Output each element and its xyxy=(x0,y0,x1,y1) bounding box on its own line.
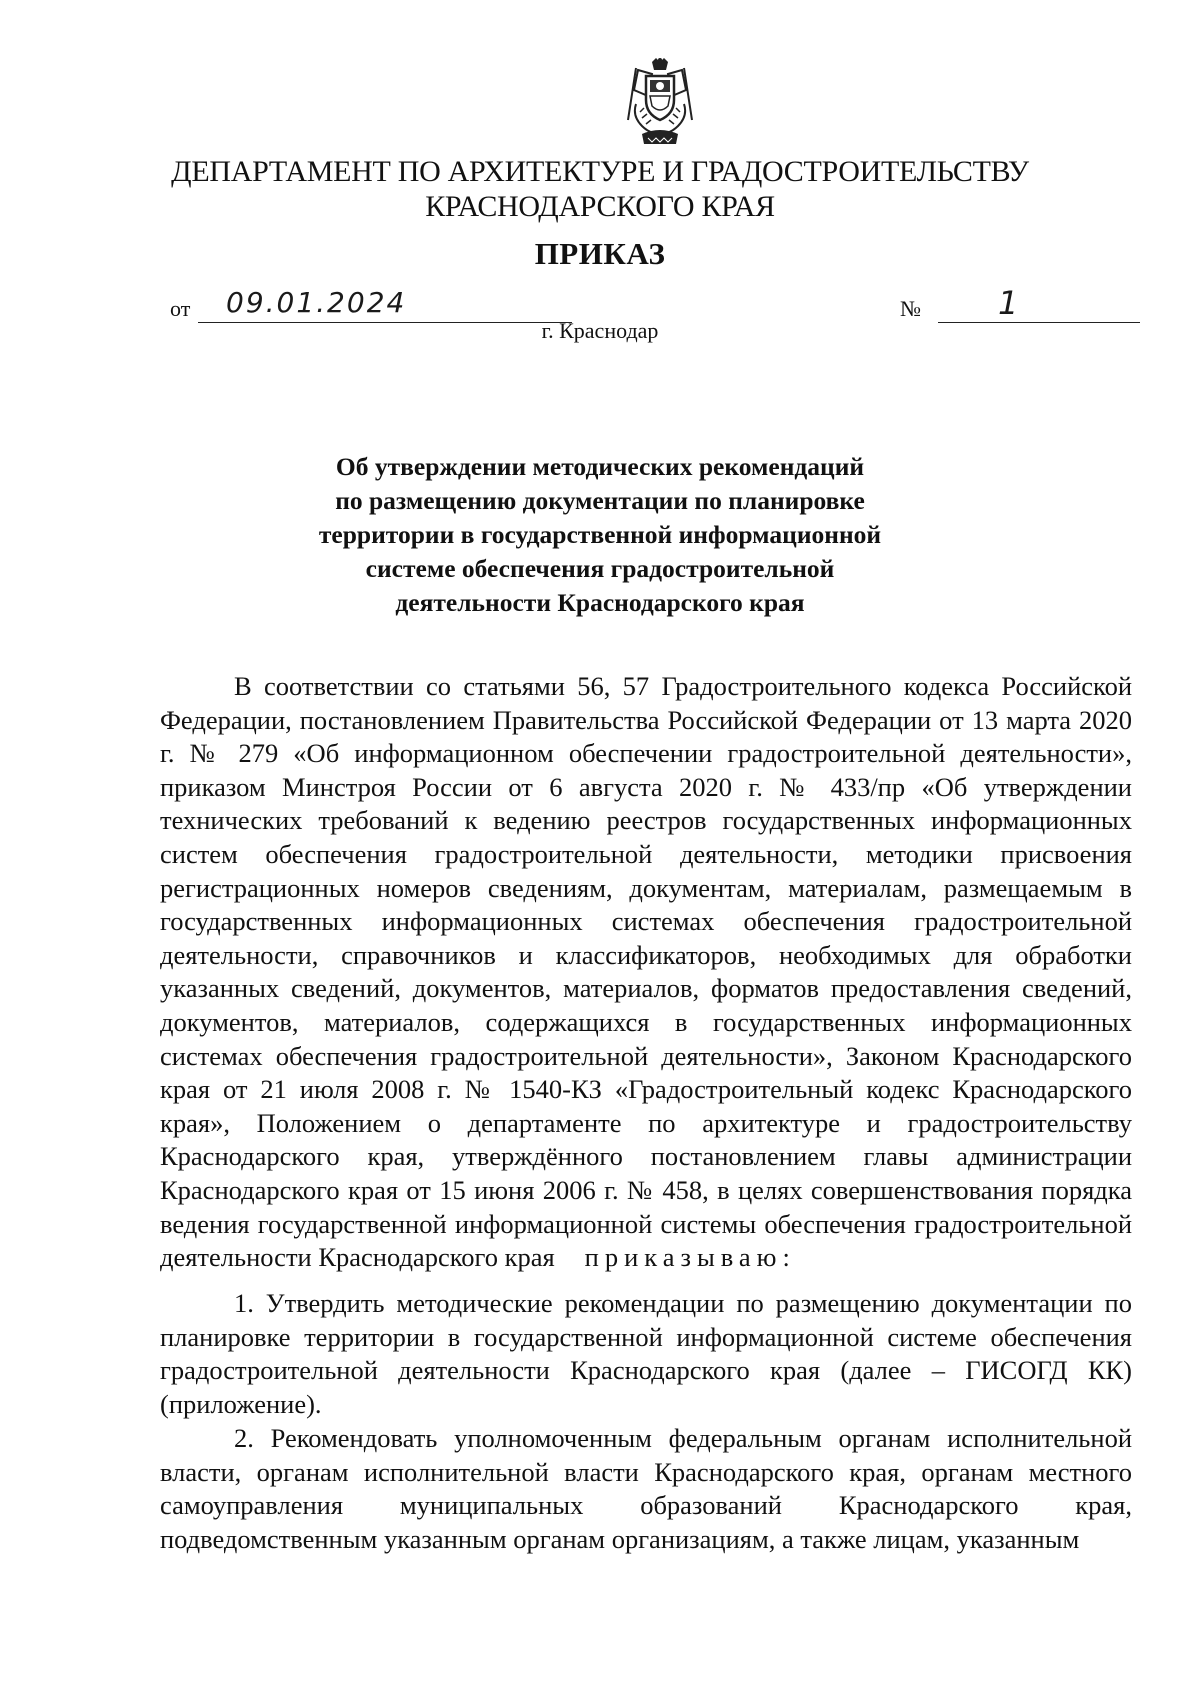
preamble-paragraph xyxy=(160,670,1132,1275)
department-name-line-2: КРАСНОДАРСКОГО КРАЯ xyxy=(425,190,775,223)
subject-line-1: Об утверждении методических рекомендаций xyxy=(335,452,865,481)
department-name-line-1: ДЕПАРТАМЕНТ ПО АРХИТЕКТУРЕ И ГРАДОСТРОИТЕЛЬСТВУ xyxy=(171,155,1029,188)
subject-line-3: территории в государственной информационной xyxy=(318,520,882,549)
preamble-text: В соответствии со статьями 56, 57 Градостроительного кодекса Российской Федерации, постановлением Правительства Российской Федерации от 13 марта 2020 г. № 279 «Об информационном обеспечении градостроительной деятельности», приказом Минстроя России от 6 августа 2020 г. № 433/пр «Об утверждении технических требований к ведению реестров государственных информационных систем обеспечения градостроительной деятельности, методики присвоения регистрационных номеров сведениям, документам, материалам, размещаемым в государственных информационных системах обеспечения градостроительной деятельности, справочников и классификаторов, необходимых для обработки указанных сведений, документов, материалов, форматов предоставления сведений, документов, материалов, содержащихся в государственных информационных системах обеспечения градостроительной деятельности», Законом Краснодарского края от 21 июля 2008 г. № 1540-КЗ «Градостроительный кодекс Краснодарского края», Положением о департаменте по архитектуре и градостроительству Краснодарского края, утверждённого постановлением главы администрации Краснодарского края от 15 июня 2006 г. № 458, в целях совершенствования порядка ведения государственной информационной системы обеспечения градостроительной деятельности Краснодарского края xyxy=(160,671,1132,1273)
order-word: приказываю: xyxy=(584,1242,796,1273)
subject-line-2: по размещению документации по планировке xyxy=(335,486,865,515)
document-type-title: ПРИКАЗ xyxy=(534,236,666,271)
subject-line-4: системе обеспечения градостроительной xyxy=(365,554,835,583)
order-subject-heading xyxy=(0,450,1200,620)
item-1-paragraph: 1. Утвердить методические рекомендации по размещению документации по планировке территории в государственной информационной системе обеспечения градостроительной деятельности Краснодарского края (далее – ГИСОГД КК) (приложение). xyxy=(160,1288,1132,1419)
krasnodar-coat-of-arms-icon xyxy=(622,56,698,148)
city-line: г. Краснодар xyxy=(541,318,659,343)
date-value: 09.01.2024 xyxy=(226,286,407,319)
item-2-paragraph: 2. Рекомендовать уполномоченным федеральным органам исполнительной власти, органам исполнительной власти Краснодарского края, органам местного самоуправления муниципальных образований Краснодарского края, подведомственным указанным органам организациям, а также лицам, указанным xyxy=(160,1423,1132,1554)
date-label: от xyxy=(170,296,191,321)
subject-line-5: деятельности Краснодарского края xyxy=(395,588,805,617)
number-label: № xyxy=(900,296,921,321)
number-value: 1 xyxy=(998,284,1021,322)
